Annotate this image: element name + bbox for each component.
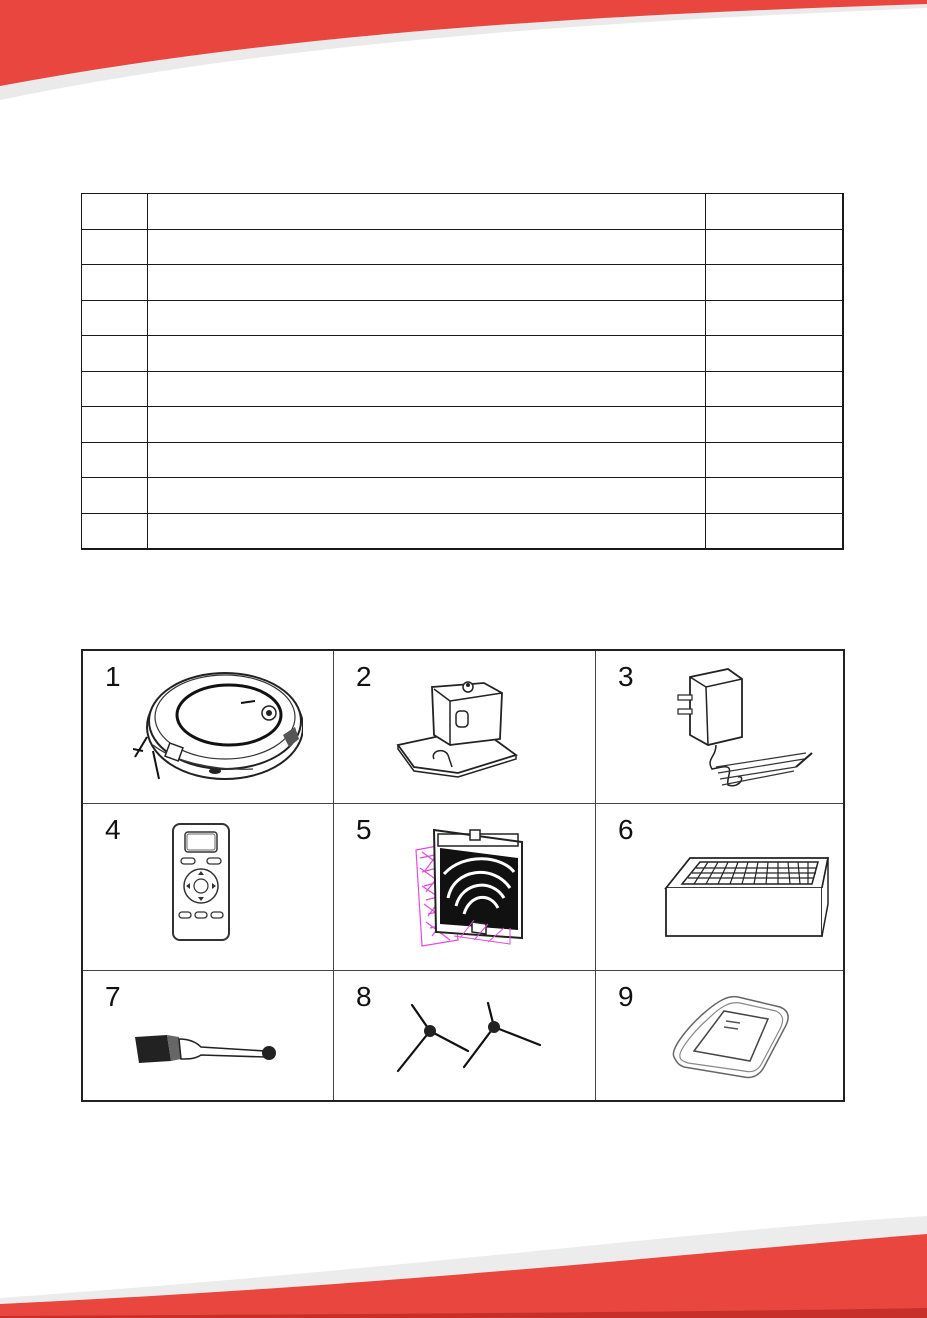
accessory-cell-4 xyxy=(83,804,334,971)
parts-table-row xyxy=(82,407,844,443)
part-name-cell xyxy=(148,371,706,407)
part-name-cell xyxy=(148,513,706,549)
accessories-grid xyxy=(81,649,845,1102)
parts-table-row xyxy=(82,478,844,514)
hepa-filter-icon xyxy=(662,854,832,940)
part-number-cell xyxy=(82,478,148,514)
part-name-cell xyxy=(148,300,706,336)
part-number-cell xyxy=(82,442,148,478)
part-quantity-cell xyxy=(705,336,843,372)
accessory-cell-5 xyxy=(334,804,596,971)
accessory-number: 3 xyxy=(618,661,634,692)
accessory-cell-6 xyxy=(596,804,843,971)
part-number-cell xyxy=(82,407,148,443)
part-number-cell xyxy=(82,194,148,230)
accessory-number: 2 xyxy=(356,661,372,692)
top-red-banner xyxy=(0,0,927,110)
part-number-cell xyxy=(82,336,148,372)
parts-table-row xyxy=(82,229,844,265)
accessory-cell-8 xyxy=(334,971,596,1100)
part-quantity-cell xyxy=(705,371,843,407)
parts-list-table xyxy=(81,193,844,550)
parts-table-row xyxy=(82,336,844,372)
part-name-cell xyxy=(148,442,706,478)
bottom-red-banner xyxy=(0,1208,927,1318)
accessory-number: 5 xyxy=(356,814,372,845)
parts-table-row xyxy=(82,300,844,336)
accessory-number: 9 xyxy=(618,981,634,1012)
part-quantity-cell xyxy=(705,513,843,549)
part-quantity-cell xyxy=(705,407,843,443)
part-name-cell xyxy=(148,265,706,301)
parts-table-row xyxy=(82,194,844,230)
remote-control-icon xyxy=(171,822,233,944)
accessory-number: 4 xyxy=(105,814,121,845)
accessory-number: 8 xyxy=(356,981,372,1012)
part-number-cell xyxy=(82,371,148,407)
part-quantity-cell xyxy=(705,300,843,336)
accessory-number: 6 xyxy=(618,814,634,845)
part-number-cell xyxy=(82,300,148,336)
part-quantity-cell xyxy=(705,229,843,265)
side-brushes-icon xyxy=(390,1001,550,1075)
accessory-number: 7 xyxy=(105,981,121,1012)
parts-table-row xyxy=(82,513,844,549)
part-quantity-cell xyxy=(705,478,843,514)
part-number-cell xyxy=(82,265,148,301)
parts-table-row xyxy=(82,442,844,478)
accessory-cell-7 xyxy=(83,971,334,1100)
accessory-cell-9 xyxy=(596,971,843,1100)
accessory-cell-2 xyxy=(334,651,596,804)
part-name-cell xyxy=(148,194,706,230)
power-adapter-icon xyxy=(676,665,816,795)
accessory-number: 1 xyxy=(105,661,121,692)
cleaning-brush-icon xyxy=(131,1029,283,1069)
parts-table-row xyxy=(82,265,844,301)
part-number-cell xyxy=(82,229,148,265)
charging-dock-icon xyxy=(394,675,524,783)
part-quantity-cell xyxy=(705,442,843,478)
parts-table-row xyxy=(82,371,844,407)
part-quantity-cell xyxy=(705,194,843,230)
accessory-cell-3 xyxy=(596,651,843,804)
part-name-cell xyxy=(148,407,706,443)
robot-vacuum-icon xyxy=(133,665,303,783)
dust-bin-filter-icon xyxy=(414,828,534,948)
mop-cloth-icon xyxy=(668,993,792,1083)
part-number-cell xyxy=(82,513,148,549)
accessory-cell-1 xyxy=(83,651,334,804)
part-name-cell xyxy=(148,478,706,514)
part-name-cell xyxy=(148,229,706,265)
part-name-cell xyxy=(148,336,706,372)
part-quantity-cell xyxy=(705,265,843,301)
